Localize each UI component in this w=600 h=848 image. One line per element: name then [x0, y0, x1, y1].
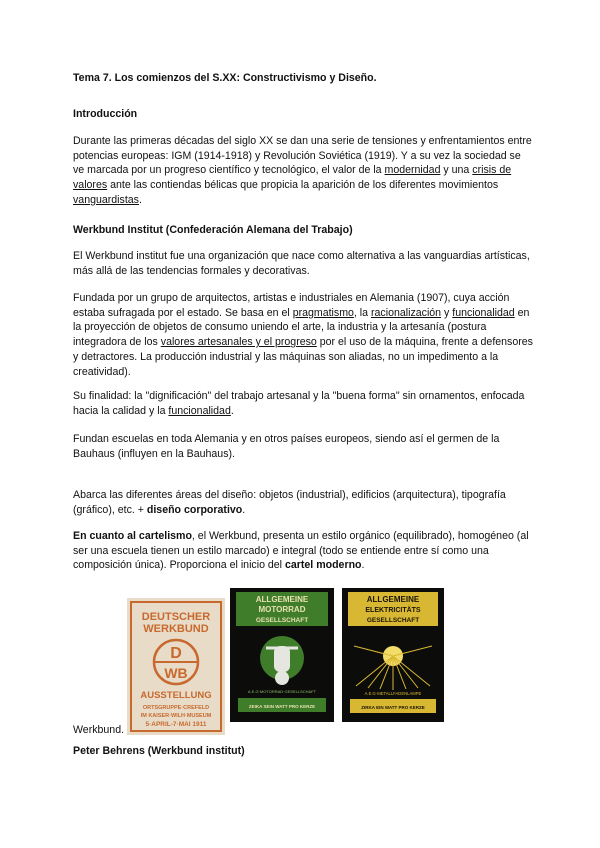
- poster1-emblem-d: D: [170, 645, 182, 662]
- link-valores-artesanales[interactable]: valores artesanales y el progreso: [160, 336, 317, 349]
- poster3-line2: ELEKTRICITÄTS: [365, 607, 421, 614]
- paragraph-fundada: Fundada por un grupo de arquitectos, artistas e industriales en Alemania (1907), cuya acción estaba sufragada por el estado. Se basa en el pragmatismo, la racionalización y funcionalidad en la proyección de objetos de consumo uniendo el arte, la industria y la artesanía (postura integradora de los valores artesanales y el progreso por el uso de la máquina, frente a defensores y detractores. La producción industrial y las máquinas son aliadas, no un impedimento a la creatividad).: [73, 292, 533, 378]
- poster2-small-text: A.E.G·MOTORRAD·GESELLSCHAFT: [247, 689, 317, 694]
- paragraph-escuelas: Fundan escuelas en toda Alemania y en otros países europeos, siendo así el germen de la Bauhaus (influyen en la Bauhaus).: [73, 433, 500, 460]
- document-title: Tema 7. Los comienzos del S.XX: Constructivismo y Diseño.: [73, 72, 377, 84]
- link-modernidad[interactable]: modernidad: [384, 164, 441, 177]
- poster-deutscher-werkbund: [127, 598, 225, 735]
- poster2-bottom-text: ZEIKA SEIN WATT PRO KERZE: [248, 704, 316, 709]
- poster1-line4: ORTSGRUPPE·CREFELD: [142, 705, 210, 711]
- poster2-line3: GESELLSCHAFT: [255, 617, 309, 624]
- link-pragmatismo[interactable]: pragmatismo: [292, 306, 354, 319]
- poster1-emblem-wb: WB: [164, 665, 188, 681]
- poster1-line1: DEUTSCHER: [141, 611, 211, 623]
- paragraph-cartelismo: En cuanto al cartelismo, el Werkbund, presenta un estilo orgánico (equilibrado), homogéneo (al ser una escuela tienen un estilo marcado) e integral (todo se entiende entre sí como una composición única). Proporciona el inicio del cartel moderno.: [73, 530, 529, 572]
- poster1-line3: AUSSTELLUNG: [140, 690, 212, 701]
- section-heading-introduccion: Introducción: [73, 108, 138, 120]
- poster1-line5: IM KAISER·WILH·MUSEUM: [140, 713, 212, 719]
- poster2-motor-wheel: [275, 671, 289, 685]
- poster-elektricitaets: [342, 588, 444, 722]
- link-vanguardistas[interactable]: vanguardistas: [73, 193, 139, 206]
- poster3-line1: ALLGEMEINE: [366, 595, 420, 604]
- section-heading-behrens: Peter Behrens (Werkbund institut): [73, 745, 245, 757]
- poster-gallery: [73, 588, 533, 738]
- link-racionalizacion[interactable]: racionalización: [371, 306, 442, 319]
- poster1-line6: 5·APRIL-7·MAI 1911: [145, 721, 207, 728]
- paragraph-alternativa: El Werkbund institut fue una organización que nace como alternativa a las vanguardias artísticas, más allá de las tendencias formales y decorativas.: [73, 250, 530, 277]
- link-funcionalidad-2[interactable]: funcionalidad: [168, 404, 231, 417]
- link-crisis-de-valores[interactable]: crisis de valores: [73, 164, 512, 192]
- section-heading-werkbund: Werkbund Institut (Confederación Alemana del Trabajo): [73, 224, 353, 236]
- poster3-bottom-text: ZIRKA EIN WATT PRO KERZE: [361, 705, 425, 710]
- poster2-line1: ALLGEMEINE: [255, 595, 309, 604]
- poster-motorrad: [230, 588, 334, 722]
- poster3-line3: GESELLSCHAFT: [366, 617, 420, 624]
- poster-caption: Werkbund.: [73, 724, 125, 736]
- paragraph-finalidad: Su finalidad: la "dignificación" del trabajo artesanal y la "buena forma" sin ornamentos, enfocada hacia la calidad y la funcionalidad.: [73, 390, 525, 417]
- poster3-small-text: A.E.G·METALLFADENLAMPE: [364, 691, 422, 696]
- paragraph-abarca: Abarca las diferentes áreas del diseño: objetos (industrial), edificios (arquitectura), tipografía (gráfico), etc. + diseño corporativo.: [73, 489, 506, 516]
- link-funcionalidad[interactable]: funcionalidad: [452, 306, 515, 319]
- poster1-line2: WERKBUND: [143, 623, 209, 635]
- poster2-motor-body: [274, 646, 290, 672]
- paragraph-introduccion: Durante las primeras décadas del siglo XX se dan una serie de tensiones y enfrentamientos entre potencias europeas: IGM (1914-1918) y Revolución Soviética (1919). Y a su vez la sociedad se ve marcada por un progreso científico y tecnológico, el valor de la modernidad y una crisis de valores ante las contiendas bélicas que propicia la aparición de los diferentes movimientos vanguardistas.: [73, 135, 532, 206]
- poster2-line2: MOTORRAD: [258, 605, 306, 614]
